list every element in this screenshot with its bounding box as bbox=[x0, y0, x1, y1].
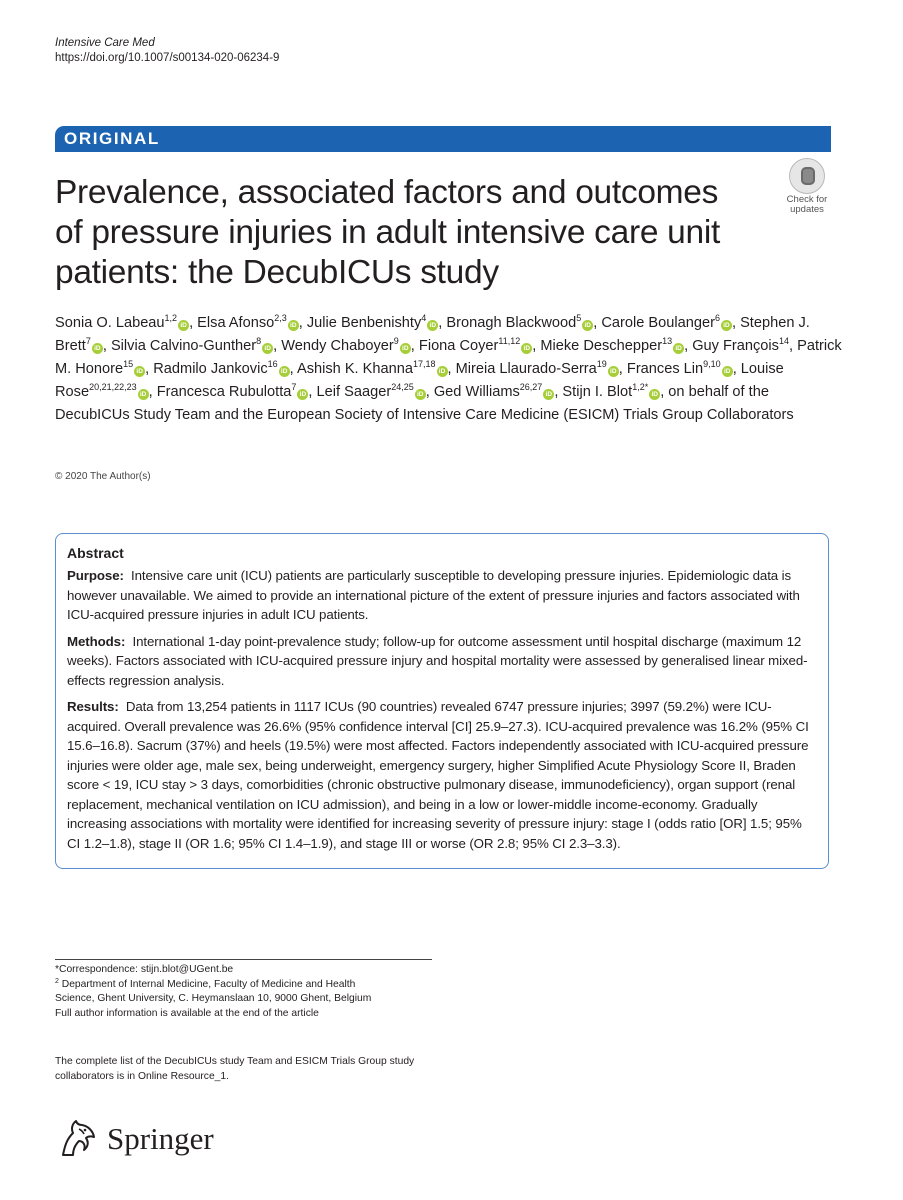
author-affiliation-sup: 26,27 bbox=[519, 382, 543, 392]
author[interactable] bbox=[456, 361, 619, 377]
author-affiliation-sup: 16 bbox=[267, 359, 278, 369]
orcid-icon[interactable]: iD bbox=[722, 366, 733, 377]
orcid-icon[interactable]: iD bbox=[521, 343, 532, 354]
author-name: Ashish K. Khanna bbox=[296, 361, 413, 377]
orcid-icon[interactable]: iD bbox=[543, 389, 554, 400]
orcid-icon[interactable]: iD bbox=[427, 320, 438, 331]
orcid-icon[interactable]: iD bbox=[721, 320, 732, 331]
journal-name: Intensive Care Med bbox=[55, 37, 155, 49]
doi-link[interactable]: https://doi.org/10.1007/s00134-020-06234-9 bbox=[55, 52, 280, 64]
author[interactable] bbox=[307, 315, 438, 331]
full-author-info: Full author information is available at the end of the article bbox=[55, 1007, 319, 1019]
footnotes bbox=[55, 963, 435, 1021]
author-name: Stephen J. Brett bbox=[55, 315, 810, 354]
author[interactable] bbox=[317, 384, 426, 400]
author-affiliation-sup: 9 bbox=[393, 336, 399, 346]
author[interactable] bbox=[601, 315, 732, 331]
author-name: Ged Williams bbox=[433, 384, 520, 400]
abstract-methods bbox=[67, 632, 817, 691]
orcid-icon[interactable]: iD bbox=[92, 343, 103, 354]
author[interactable] bbox=[111, 338, 273, 354]
orcid-icon[interactable]: iD bbox=[582, 320, 593, 331]
author[interactable] bbox=[55, 315, 189, 331]
copyright-notice: © 2020 The Author(s) bbox=[55, 471, 151, 482]
purpose-text: Intensive care unit (ICU) patients are particularly susceptible to developing pressure injuries. Epidemiologic data is however unavailable. We aimed to provide an international picture of the extent of pressure injuries and factors associated with ICU-acquired pressure injuries in adult ICU patients. bbox=[67, 568, 800, 622]
author-name: Louise Rose bbox=[55, 361, 784, 400]
article-type-banner bbox=[55, 126, 831, 152]
author[interactable] bbox=[419, 338, 532, 354]
author-name: Julie Benbenishty bbox=[306, 315, 422, 331]
author-affiliation-sup: 2,3 bbox=[274, 313, 287, 323]
results-text: Data from 13,254 patients in 1117 ICUs (90 countries) revealed 6747 pressure injuries; 3997 (59.2%) were ICU-acquired. Overall prevalence was 26.6% (95% confidence interval [CI] 25.9–27.3). ICU-acquired prevalence was 16.2% (95% CI 15.6–16.8). Sacrum (37%) and heels (19.5%) were most affected. Factors independently associated with ICU-acquired pressure injuries were older age, male sex, being underweight, emergency surgery, higher Simplified Acute Physiology Score II, Braden score < 19, ICU stay > 3 days, comorbidities (chronic obstructive pulmonary disease, immunodeficiency), organ support (renal replacement, mechanical ventilation on ICU admission), and being in a low or lower-middle income-economy. Gradually increasing associations with mortality were identified for increasing severity of pressure injury: stage I (odds ratio [OR] 1.5; 95% CI 1.2–1.8), stage II (OR 1.6; 95% CI 1.4–1.9), and stage III or worse (OR 2.8; 95% CI 2.3–3.3). bbox=[67, 699, 809, 851]
orcid-icon[interactable]: iD bbox=[138, 389, 149, 400]
author-affiliation-sup: 1,2* bbox=[632, 382, 649, 392]
author[interactable] bbox=[197, 315, 299, 331]
check-for-updates-icon bbox=[789, 158, 825, 194]
author-name: Mireia Llaurado-Serra bbox=[455, 361, 597, 377]
author-affiliation-sup: 7 bbox=[85, 336, 91, 346]
author[interactable] bbox=[297, 361, 448, 377]
author-name: Leif Saager bbox=[316, 384, 392, 400]
orcid-icon[interactable]: iD bbox=[415, 389, 426, 400]
author-affiliation-sup: 15 bbox=[123, 359, 134, 369]
footnote-divider bbox=[55, 959, 432, 960]
orcid-icon[interactable]: iD bbox=[649, 389, 660, 400]
check-for-updates-label: Check for updates bbox=[786, 194, 828, 215]
author[interactable] bbox=[540, 338, 684, 354]
author-affiliation-sup: 9,10 bbox=[703, 359, 721, 369]
author-name: Carole Boulanger bbox=[601, 315, 715, 331]
orcid-icon[interactable]: iD bbox=[288, 320, 299, 331]
author-list: Sonia O. Labeau$^{1,2}$iD , Elsa Afonso$^{2,3}$iD , Julie Benbenishty$^4$iD , Bronagh Blackwood$^5$iD , Carole Boulanger$^6$iD , Stephen J. Brett$^7$iD , Silvia Calvino-Gunther$^8$iD , Wendy Chaboyer$^9$iD , Fiona Coyer$^{11,12}$iD , Mieke Deschepper$^{13}$iD , Guy François$^{14}$, Patrick M. Honore$^{15}$iD , Radmilo Jankovic$^{16}$iD , Ashish K. Khanna$^{17,18}$iD , Mireia Llaurado-Serra$^{19}$iD , Frances Lin$^{9,10}$iD , Louise Rose$^{20,21,22,23}$iD , Francesca Rubulotta$^7$iD , Leif Saager$^{24,25}$iD , Ged Williams$^{26,27}$iD , Stijn I. Blot$^{1,2*}$iD , on behalf of the DecubICUs Study Team and the European Society of Intensive Care Medicine (ESICM) Trials Group Collaborators bbox=[55, 313, 842, 423]
results-label: Results: bbox=[67, 699, 119, 714]
article-title bbox=[55, 173, 765, 293]
orcid-icon[interactable]: iD bbox=[279, 366, 290, 377]
methods-text: International 1-day point-prevalence study; follow-up for outcome assessment until hospital discharge (maximum 12 weeks). Factors associated with ICU-acquired pressure injury and hospital mortality were assessed by generalised linear mixed-effects regression analysis. bbox=[67, 633, 808, 688]
author-name: Stijn I. Blot bbox=[562, 384, 633, 400]
author-name: Francesca Rubulotta bbox=[156, 384, 292, 400]
author[interactable] bbox=[446, 315, 593, 331]
author-name: Wendy Chaboyer bbox=[281, 338, 394, 354]
author-name: Fiona Coyer bbox=[418, 338, 499, 354]
author-affiliation-sup: 1,2 bbox=[164, 313, 178, 323]
author[interactable] bbox=[627, 361, 733, 377]
author[interactable] bbox=[692, 338, 789, 354]
abstract-heading: Abstract bbox=[67, 545, 124, 561]
author-affiliation-sup: 6 bbox=[714, 313, 720, 323]
affiliation: $^2$ Department of Internal Medicine, Faculty of Medicine and Health Science, Ghent University, C. Heymanslaan 10, 9000 Ghent, Belgium bbox=[55, 977, 372, 1004]
collaborators-note: The complete list of the DecubICUs study Team and ESICM Trials Group study collaborators is in Online Resource_1. bbox=[55, 1056, 415, 1082]
title-line-1: Prevalence, associated factors and outcomes bbox=[55, 174, 719, 211]
journal-header bbox=[55, 36, 279, 66]
author-affiliation-sup: 5 bbox=[576, 313, 582, 323]
orcid-icon[interactable]: iD bbox=[262, 343, 273, 354]
author[interactable] bbox=[562, 384, 660, 400]
author-list-tail: , on behalf of the DecubICUs Study Team and the European Society of Intensive Care Medicine (ESICM) Trials Group Collaborators bbox=[55, 384, 794, 423]
abstract-purpose bbox=[67, 566, 817, 625]
author-affiliation-sup: 17,18 bbox=[413, 359, 436, 369]
author-affiliation-sup: 19 bbox=[596, 359, 607, 369]
title-line-3: patients: the DecubICUs study bbox=[55, 254, 499, 291]
springer-horse-icon bbox=[55, 1115, 101, 1161]
orcid-icon[interactable]: iD bbox=[608, 366, 619, 377]
author-name: Mieke Deschepper bbox=[540, 338, 663, 354]
article-type-label: ORIGINAL bbox=[64, 129, 160, 148]
author-name: Frances Lin bbox=[626, 361, 704, 377]
orcid-icon[interactable]: iD bbox=[134, 366, 145, 377]
author-affiliation-sup: 20,21,22,23 bbox=[89, 382, 137, 392]
author-name: Elsa Afonso bbox=[197, 315, 275, 331]
author-name: Radmilo Jankovic bbox=[153, 361, 268, 377]
author-affiliation-sup: 13 bbox=[662, 336, 673, 346]
correspondence: *Correspondence: stijn.blot@UGent.be bbox=[55, 964, 234, 975]
author-name: Patrick M. Honore bbox=[55, 338, 842, 377]
author-affiliation-sup: 7 bbox=[291, 382, 297, 392]
orcid-icon[interactable]: iD bbox=[673, 343, 684, 354]
author-name: Guy François bbox=[692, 338, 779, 354]
author[interactable] bbox=[153, 361, 289, 377]
abstract-results bbox=[67, 697, 817, 853]
author-name: Silvia Calvino-Gunther bbox=[110, 338, 257, 354]
springer-wordmark: Springer bbox=[107, 1121, 214, 1156]
author-affiliation-sup: 8 bbox=[256, 336, 262, 346]
orcid-icon[interactable]: iD bbox=[437, 366, 448, 377]
check-for-updates-badge[interactable] bbox=[782, 158, 832, 215]
orcid-icon[interactable]: iD bbox=[400, 343, 411, 354]
purpose-label: Purpose: bbox=[67, 568, 124, 583]
author-affiliation-sup: 11,12 bbox=[498, 336, 521, 346]
title-line-2: of pressure injuries in adult intensive care unit bbox=[55, 214, 720, 251]
author-affiliation-sup: 14 bbox=[778, 336, 789, 346]
methods-label: Methods: bbox=[67, 633, 126, 649]
author-affiliation-sup: 24,25 bbox=[391, 382, 414, 392]
author-name: Bronagh Blackwood bbox=[446, 315, 577, 331]
author[interactable] bbox=[281, 338, 411, 354]
orcid-icon[interactable]: iD bbox=[297, 389, 308, 400]
orcid-icon[interactable]: iD bbox=[178, 320, 189, 331]
abstract-box bbox=[55, 533, 829, 869]
author-name: Sonia O. Labeau bbox=[55, 315, 165, 331]
author-affiliation-sup: 4 bbox=[421, 313, 427, 323]
author[interactable] bbox=[157, 384, 309, 400]
author[interactable] bbox=[434, 384, 554, 400]
